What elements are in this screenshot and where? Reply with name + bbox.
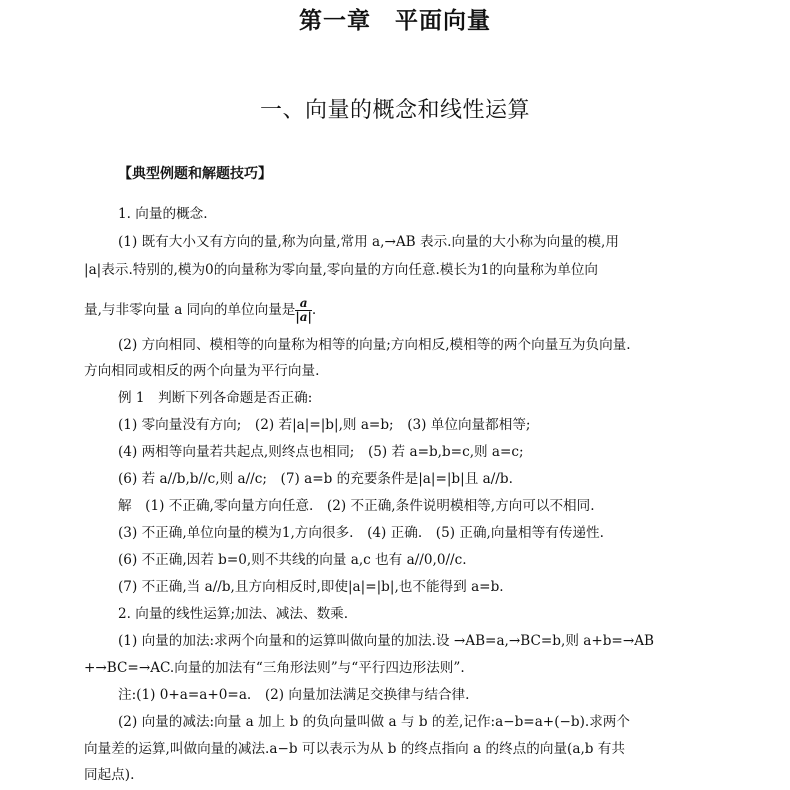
text-line: 同起点). (84, 767, 135, 783)
chapter-title: 第一章 平面向量 (299, 8, 491, 34)
text-line: 1. 向量的概念. (118, 206, 208, 222)
text-line: (1) 既有大小又有方向的量,称为向量,常用 a,→AB 表示.向量的大小称为向量的模,用 (118, 234, 619, 250)
text-line: |a|表示.特别的,模为0的向量称为零向量,零向量的方向任意.模长为1的向量称为单位向 (84, 262, 599, 278)
text-line: (2) 向量的减法:向量 a 加上 b 的负向量叫做 a 与 b 的差,记作:a−b=a+(−b).求两个 (118, 714, 630, 730)
text-line: 向量差的运算,叫做向量的减法.a−b 可以表示为从 b 的终点指向 a 的终点的向量(a,b 有共 (84, 741, 625, 757)
fraction-denominator: |a| (295, 310, 312, 324)
solution-line: 解 (1) 不正确,零向量方向任意. (2) 不正确,条件说明模相等,方向可以不相同. (118, 498, 595, 514)
section-title: 一、向量的概念和线性运算 (259, 98, 530, 123)
text-line: 2. 向量的线性运算;加法、减法、数乘. (118, 606, 349, 622)
text-line: +→BC=→AC.向量的加法有“三角形法则”与“平行四边形法则”. (84, 660, 465, 676)
text-line: 注:(1) 0+a=a+0=a. (2) 向量加法满足交换律与结合律. (118, 687, 470, 703)
text-line: (4) 两相等向量若共起点,则终点也相同; (5) 若 a=b,b=c,则 a=c; (118, 444, 524, 460)
unit-vector-fraction (295, 297, 312, 324)
text-line: (3) 不正确,单位向量的模为1,方向很多. (4) 正确. (5) 正确,向量相等有传递性. (118, 525, 604, 541)
text-line: (6) 不正确,因若 b=0,则不共线的向量 a,c 也有 a//0,0//c. (118, 552, 467, 568)
text-line-part: 量,与非零向量 a 同向的单位向量是 (84, 302, 296, 318)
text-line: (2) 方向相同、模相等的向量称为相等的向量;方向相反,模相等的两个向量互为负向量. (118, 337, 631, 353)
text-line: 方向相同或相反的两个向量为平行向量. (84, 363, 320, 379)
text-line: (1) 零向量没有方向; (2) 若|a|=|b|,则 a=b; (3) 单位向量都相等; (118, 417, 531, 433)
fraction-numerator: a (295, 297, 312, 311)
text-line: 量,与非零向量 a 同向的单位向量是 $\frac{a}{|a|}$ . (84, 296, 317, 324)
text-line: (6) 若 a//b,b//c,则 a//c; (7) a=b 的充要条件是|a|=|b|且 a//b. (118, 471, 513, 487)
example-1-line: 例 1 判断下列各命题是否正确: (118, 390, 313, 406)
examples-heading: 【典型例题和解题技巧】 (118, 166, 272, 182)
text-line: (7) 不正确,当 a//b,且方向相反时,即使|a|=|b|,也不能得到 a=b. (118, 579, 504, 595)
text-line: (1) 向量的加法:求两个向量和的运算叫做向量的加法.设 →AB=a,→BC=b,则 a+b=→AB (118, 633, 655, 649)
